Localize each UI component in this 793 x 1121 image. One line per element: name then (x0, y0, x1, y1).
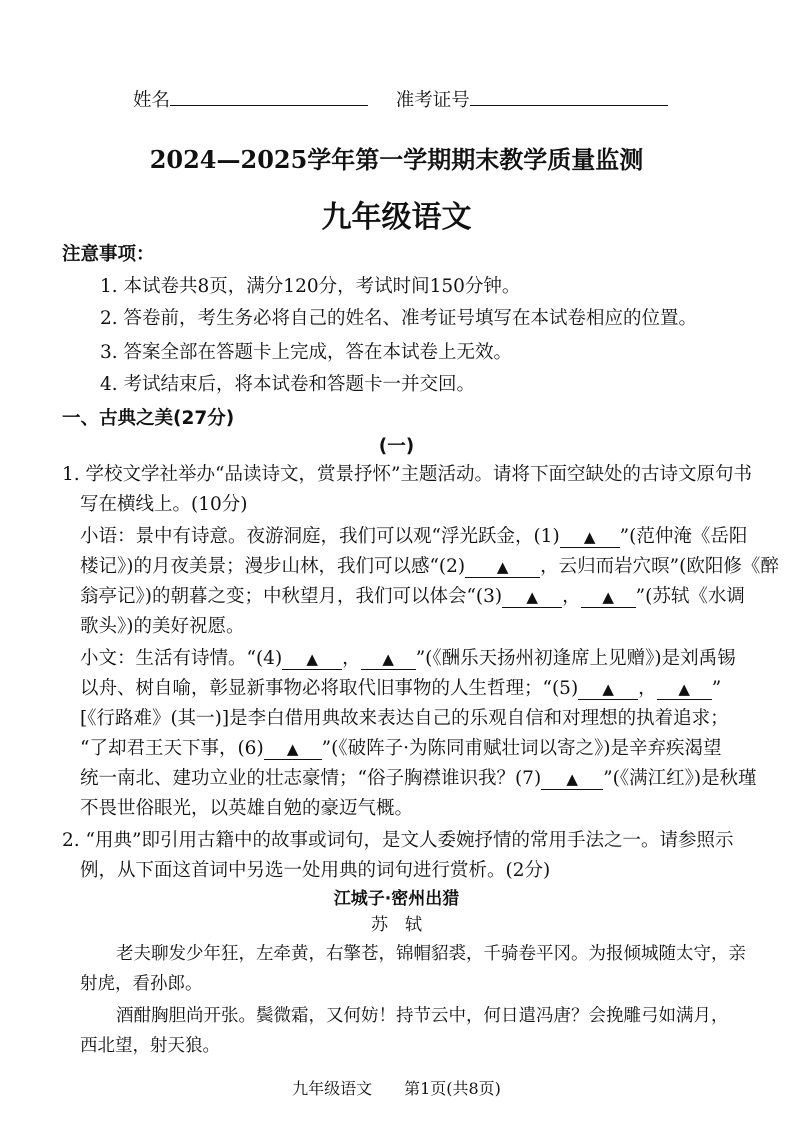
notice-item: 3. 答案全部在答题卡上完成，答在本试卷上无效。 (100, 342, 513, 363)
xiaoyu-line: 歌头》)的美好祝愿。 (80, 616, 245, 637)
answer-blank-4b[interactable]: ▲ (361, 650, 416, 670)
candidate-info-line (133, 86, 668, 112)
exam-title: 2024—2025学年第一学期期末教学质量监测 (149, 145, 644, 174)
answer-blank-2[interactable]: ▲ (465, 558, 540, 578)
xiaowen-line: 统一南北、建功立业的壮志豪情；“俗子胸襟谁识我？(7) ▲ ”(《满江红》)是秋瑾 (80, 768, 757, 789)
question-2-text: 2. “用典”即引用古籍中的故事或词句，是文人委婉抒情的常用手法之一。请参照示 (62, 830, 734, 851)
poem-line: 射虎，看孙郎。 (80, 974, 203, 994)
question-2-text: 例，从下面这首词中另选一处用典的词句进行赏析。(2分) (80, 860, 551, 881)
answer-blank-1[interactable]: ▲ (560, 528, 620, 548)
xiaoyu-line: 小语：景中有诗意。夜游洞庭，我们可以观“浮光跃金，(1) ▲ ”(范仲淹《岳阳 (80, 526, 748, 547)
poem-line: 老夫聊发少年狂，左牵黄，右擎苍，锦帽貂裘，千骑卷平冈。为报倾城随太守，亲 (116, 944, 746, 964)
name-label: 姓名 (133, 90, 171, 111)
answer-blank-3a[interactable]: ▲ (502, 588, 562, 608)
exam-subtitle: 九年级语文 (321, 200, 472, 235)
answer-blank-5a[interactable]: ▲ (578, 680, 638, 700)
exam-id-label: 准考证号 (395, 90, 470, 111)
exam-id-field[interactable] (470, 105, 668, 106)
question-1-text: 写在横线上。(10分) (80, 494, 248, 515)
page-footer: 九年级语文 第1页(共8页) (292, 1079, 501, 1098)
poem-title: 江城子·密州出猎 (333, 889, 460, 909)
answer-blank-3b[interactable]: ▲ (581, 588, 636, 608)
answer-blank-5b[interactable]: ▲ (657, 680, 712, 700)
notice-item: 4. 考试结束后，将本试卷和答题卡一并交回。 (100, 374, 476, 395)
xiaowen-line: [《行路难》(其一)]是李白借用典故来表达自己的乐观自信和对理想的执着追求； (80, 708, 729, 729)
notice-heading: 注意事项： (62, 244, 155, 265)
poem-line: 西北望，射天狼。 (80, 1036, 220, 1056)
name-field[interactable] (170, 105, 368, 106)
notice-item: 2. 答卷前，考生务必将自己的姓名、准考证号填写在本试卷相应的位置。 (100, 308, 698, 329)
poem-author: 苏 轼 (371, 915, 422, 935)
xiaowen-line: “了却君王天下事，(6) ▲ ”(《破阵子·为陈同甫赋壮词以寄之》)是辛弃疾渴望 (80, 738, 722, 759)
answer-blank-6[interactable]: ▲ (264, 740, 322, 760)
xiaoyu-line: 楼记》)的月夜美景；漫步山林，我们可以感“(2) ▲ ，云归而岩穴暝”(欧阳修《醉 (80, 556, 779, 577)
xiaowen-line: 小文：生活有诗情。“(4) ▲ ， ▲ ”(《酬乐天扬州初逢席上见赠》)是刘禹锡 (80, 648, 736, 669)
xiaowen-line: 以舟、树自喻，彰显新事物必将取代旧事物的人生哲理；“(5) ▲ ， ▲ ” (80, 678, 722, 699)
xiaoyu-line: 翁亭记》)的朝暮之变；中秋望月，我们可以体会“(3) ▲ ， ▲ ”(苏轼《水调 (80, 586, 745, 607)
section-heading: 一、古典之美(27分) (62, 408, 235, 429)
answer-blank-7[interactable]: ▲ (541, 770, 603, 790)
part-heading: (一) (378, 436, 415, 457)
answer-blank-4a[interactable]: ▲ (282, 650, 342, 670)
question-1-text: 1. 学校文学社举办“品读诗文，赏景抒怀”主题活动。请将下面空缺处的古诗文原句书 (62, 464, 752, 485)
xiaowen-line: 不畏世俗眼光，以英雄自勉的豪迈气概。 (80, 798, 414, 819)
poem-line: 酒酣胸胆尚开张。鬓微霜，又何妨！持节云中，何日遣冯唐？会挽雕弓如满月， (116, 1006, 729, 1026)
notice-item: 1. 本试卷共8页，满分120分，考试时间150分钟。 (100, 276, 521, 297)
